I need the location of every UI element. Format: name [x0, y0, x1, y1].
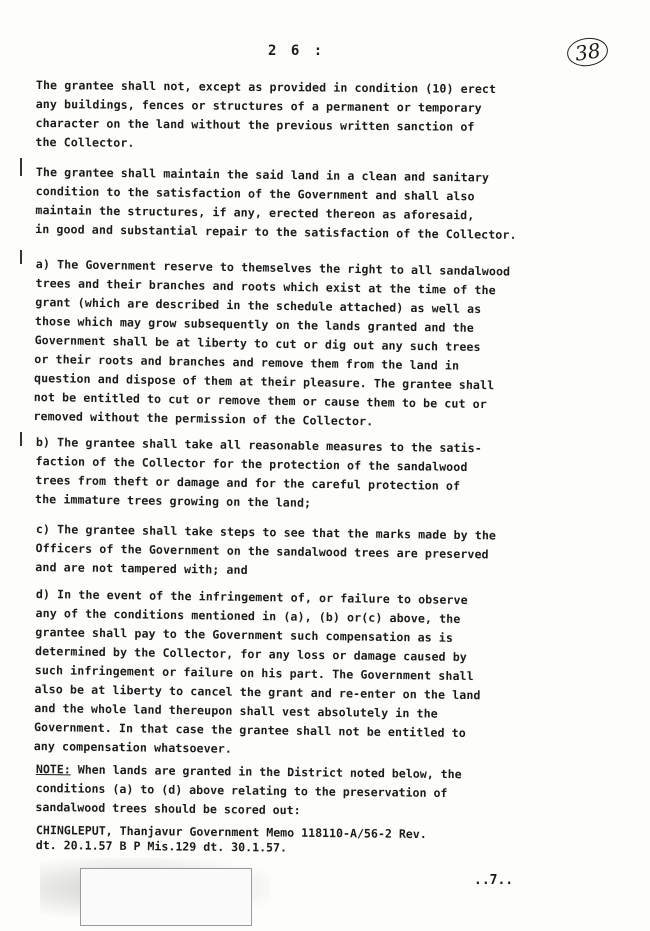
margin-mark — [20, 432, 22, 446]
paragraph-maintenance: The grantee shall maintain the said land in a clean and sanitary condition to the satisfaction of the Government and shall also maintain the structures, if any, erected thereon as aforesaid, in good and substantial repair to the satisfaction of the Collector. — [35, 164, 517, 242]
paragraph-clause-b: b) The grantee shall take all reasonable measures to the satis- faction of the Collector for the protection of the sandalwood trees from theft or damage and for the careful protection of the immature trees growing on the land; — [34, 434, 482, 510]
note-label: NOTE: — [35, 761, 71, 777]
government-memo-reference: CHINGLEPUT, Thanjavur Government Memo 118110-A/56-2 Rev. dt. 20.1.57 B P Mis.129 dt. 30.1.57. — [35, 823, 427, 855]
paragraph-clause-a: a) The Government reserve to themselves the right to all sandalwood trees and their branches and roots which exist at the time of the grant (which are described in the schedule attached) as well as those which may grow subsequently on the lands granted and the Government shall be at liberty to cut or dig out any such trees or their roots and branches and remove them from the land in question and dispose of them at their pleasure. The grantee shall not be entitled to cut or remove them or cause them to be cut or removed without the permission of the Collector. — [33, 256, 511, 429]
paragraph-clause-c: c) The grantee shall take steps to see that the marks made by the Officers of the Government on the sandalwood trees are preserved and are not tampered with; and — [35, 521, 497, 577]
page-number: 2 6 : — [268, 43, 326, 59]
note-paragraph — [35, 760, 626, 824]
continuation-marker: ..7.. — [474, 873, 514, 888]
margin-mark — [20, 158, 22, 176]
handwritten-page-number: 38 — [565, 35, 610, 68]
margin-mark — [20, 250, 22, 264]
note-text: When lands are granted in the District noted below, the conditions (a) to (d) above relating to the preservation of sandalwood trees should be scored out: — [35, 762, 462, 818]
paragraph-erection-restriction: The grantee shall not, except as provided in condition (10) erect any buildings, fences or structures of a permanent or temporary character on the land without the previous written sanction of the Collector. — [35, 77, 497, 150]
pasted-paper-patch — [80, 868, 252, 926]
paragraph-clause-d: d) In the event of the infringement of, or failure to observe any of the conditions mentioned in (a), (b) or(c) above, the grantee shall pay to the Government such compensation as is determined by the Collector, for any loss or damage caused by such infringement or failure on his part. The Government shall also be at liberty to cancel the grant and re-enter on the land and the whole land thereupon shall vest absolutely in the Government. In that case the grantee shall not be entitled to any compensation whatsoever. — [33, 586, 481, 756]
